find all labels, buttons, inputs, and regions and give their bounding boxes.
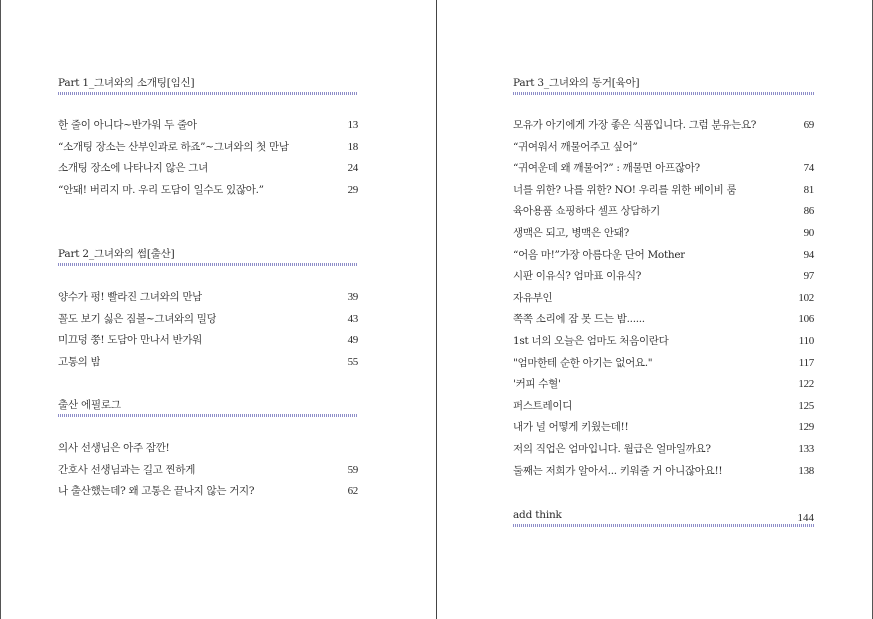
entry-title: “어음 마!”가장 아름다운 단어 Mother: [513, 248, 685, 261]
entry-title: “귀여워서 깨물어주고 싶어”: [513, 140, 638, 153]
toc-entry[interactable]: [58, 332, 358, 354]
entry-page-number: 62: [347, 485, 358, 498]
entry-title: 의사 선생님은 아주 잠깐!: [58, 442, 170, 454]
toc-entry[interactable]: [513, 290, 814, 312]
toc-section-add-think[interactable]: [513, 508, 814, 527]
entry-page-number: 102: [798, 291, 814, 304]
entry-title: "엄마한테 순한 아기는 없어요.": [513, 356, 653, 369]
entry-page-number: 138: [798, 464, 814, 477]
entry-title: 너를 위한? 나를 위한? NO! 우리를 위한 베이비 룸: [513, 183, 737, 196]
entry-title: “소개팅 장소는 산부인과로 하죠”~그녀와의 첫 만남: [58, 140, 289, 153]
toc-entry[interactable]: [58, 311, 358, 333]
entry-page-number: 122: [798, 378, 814, 391]
toc-entry[interactable]: [58, 354, 358, 376]
entry-page-number: 106: [798, 313, 814, 326]
dotted-rule: [513, 92, 814, 95]
entry-title: 쪽쪽 소리에 잠 못 드는 밤......: [513, 313, 645, 326]
entry-title: 둘째는 저희가 알아서... 키워줄 거 아니잖아요!!: [513, 464, 723, 477]
entry-page-number: 69: [803, 119, 814, 131]
section-title: 출산 에필로그: [58, 399, 121, 411]
entry-title: 고통의 밤: [58, 355, 101, 368]
toc-section-epilogue: [58, 398, 358, 417]
toc-section-part3: [513, 76, 814, 95]
toc-entry[interactable]: [513, 441, 814, 463]
entry-title: 양수가 펑! 빨라진 그녀와의 만남: [58, 291, 203, 303]
entry-title: “안돼! 버리지 마. 우리 도담이 일수도 있잖아.”: [58, 183, 264, 196]
entry-page-number: 13: [347, 119, 358, 131]
entry-title: 1st 너의 오늘은 엄마도 처음이란다: [513, 334, 669, 347]
entry-title: '커피 수혈': [513, 378, 561, 391]
toc-entry[interactable]: [58, 462, 358, 484]
entry-title: 꼴도 보기 싫은 짐볼~그녀와의 밀당: [58, 312, 217, 325]
page-gutter: [436, 0, 437, 619]
entry-page-number: 97: [803, 270, 814, 283]
toc-entry[interactable]: [513, 333, 814, 355]
entry-page-number: 133: [798, 442, 814, 455]
entry-page-number: 74: [803, 162, 814, 175]
toc-section-part2: [58, 247, 358, 266]
toc-entry[interactable]: [58, 440, 358, 462]
entry-title: 소개팅 장소에 나타나지 않은 그녀: [58, 162, 208, 175]
entry-title: 내가 널 어떻게 키웠는데!!: [513, 421, 629, 434]
toc-entry[interactable]: [58, 139, 358, 161]
entry-title: 시판 이유식? 엄마표 이유식?: [513, 270, 642, 283]
left-page-edge: [0, 0, 1, 619]
entry-page-number: 49: [347, 334, 358, 347]
toc-entry[interactable]: [513, 268, 814, 290]
entry-page-number: 55: [347, 355, 358, 368]
toc-list-part3: [513, 117, 814, 484]
toc-entry[interactable]: [513, 463, 814, 485]
section-title: add think: [513, 509, 562, 521]
toc-entry[interactable]: [513, 225, 814, 247]
toc-entry[interactable]: [513, 247, 814, 269]
section-title: Part 2_그녀와의 썸[출산]: [58, 248, 175, 260]
toc-list-part2: [58, 289, 358, 375]
toc-entry[interactable]: [513, 355, 814, 377]
toc-entry[interactable]: [513, 160, 814, 182]
entry-page-number: 129: [798, 421, 814, 434]
entry-title: 자유부인: [513, 291, 553, 304]
entry-page-number: 29: [347, 183, 358, 196]
entry-title: 모유가 아기에게 가장 좋은 식품입니다. 그럼 분유는요?: [513, 119, 757, 131]
toc-entry[interactable]: [58, 160, 358, 182]
toc-entry[interactable]: [513, 311, 814, 333]
entry-title: 퍼스트레이디: [513, 399, 573, 412]
toc-entry[interactable]: [513, 182, 814, 204]
toc-entry[interactable]: [513, 117, 814, 139]
entry-title: 저의 직업은 엄마입니다. 월급은 얼마일까요?: [513, 442, 711, 455]
entry-page-number: 86: [803, 205, 814, 218]
section-title: Part 1_그녀와의 소개팅[임신]: [58, 77, 195, 89]
toc-entry[interactable]: [58, 117, 358, 139]
dotted-rule: [58, 263, 358, 266]
entry-page-number: 125: [798, 399, 814, 412]
toc-entry[interactable]: [513, 376, 814, 398]
toc-entry[interactable]: [513, 203, 814, 225]
entry-page-number: 59: [347, 463, 358, 476]
entry-title: 생맥은 되고, 병맥은 안돼?: [513, 226, 629, 239]
entry-title: 나 출산했는데? 왜 고통은 끝나지 않는 거지?: [58, 485, 255, 498]
entry-page-number: 18: [347, 140, 358, 153]
toc-list-epilogue: [58, 440, 358, 505]
entry-page-number: 24: [347, 162, 358, 175]
entry-page-number: 90: [803, 226, 814, 239]
toc-entry[interactable]: [513, 419, 814, 441]
entry-title: 간호사 선생님과는 길고 찐하게: [58, 463, 196, 476]
toc-entry[interactable]: [513, 139, 814, 161]
entry-page-number: 117: [798, 356, 814, 369]
entry-page-number: 43: [347, 312, 358, 325]
toc-section-part1: [58, 76, 358, 95]
entry-title: 한 줄이 아니다~반가워 두 줄아: [58, 119, 197, 131]
entry-page-number: 94: [803, 248, 814, 261]
dotted-rule: [58, 414, 358, 417]
toc-list-part1: [58, 117, 358, 203]
section-title: Part 3_그녀와의 동거[육아]: [513, 77, 640, 89]
entry-page-number: 39: [347, 291, 358, 303]
toc-entry[interactable]: [58, 483, 358, 505]
entry-page-number: 110: [798, 334, 814, 347]
entry-title: 육아용품 쇼핑하다 셀프 상담하기: [513, 205, 660, 218]
toc-entry[interactable]: [58, 289, 358, 311]
toc-entry[interactable]: [58, 182, 358, 204]
entry-title: 미끄덩 쭝! 도담아 만나서 반가워: [58, 334, 203, 347]
add-think-row: [513, 508, 814, 524]
entry-page-number: 81: [803, 183, 814, 196]
dotted-rule: [58, 92, 358, 95]
dotted-rule: [513, 524, 814, 527]
entry-page-number: 144: [797, 512, 814, 524]
entry-title: “귀여운데 왜 깨물어?” : 깨물면 아프잖아?: [513, 162, 700, 175]
toc-entry[interactable]: [513, 398, 814, 420]
